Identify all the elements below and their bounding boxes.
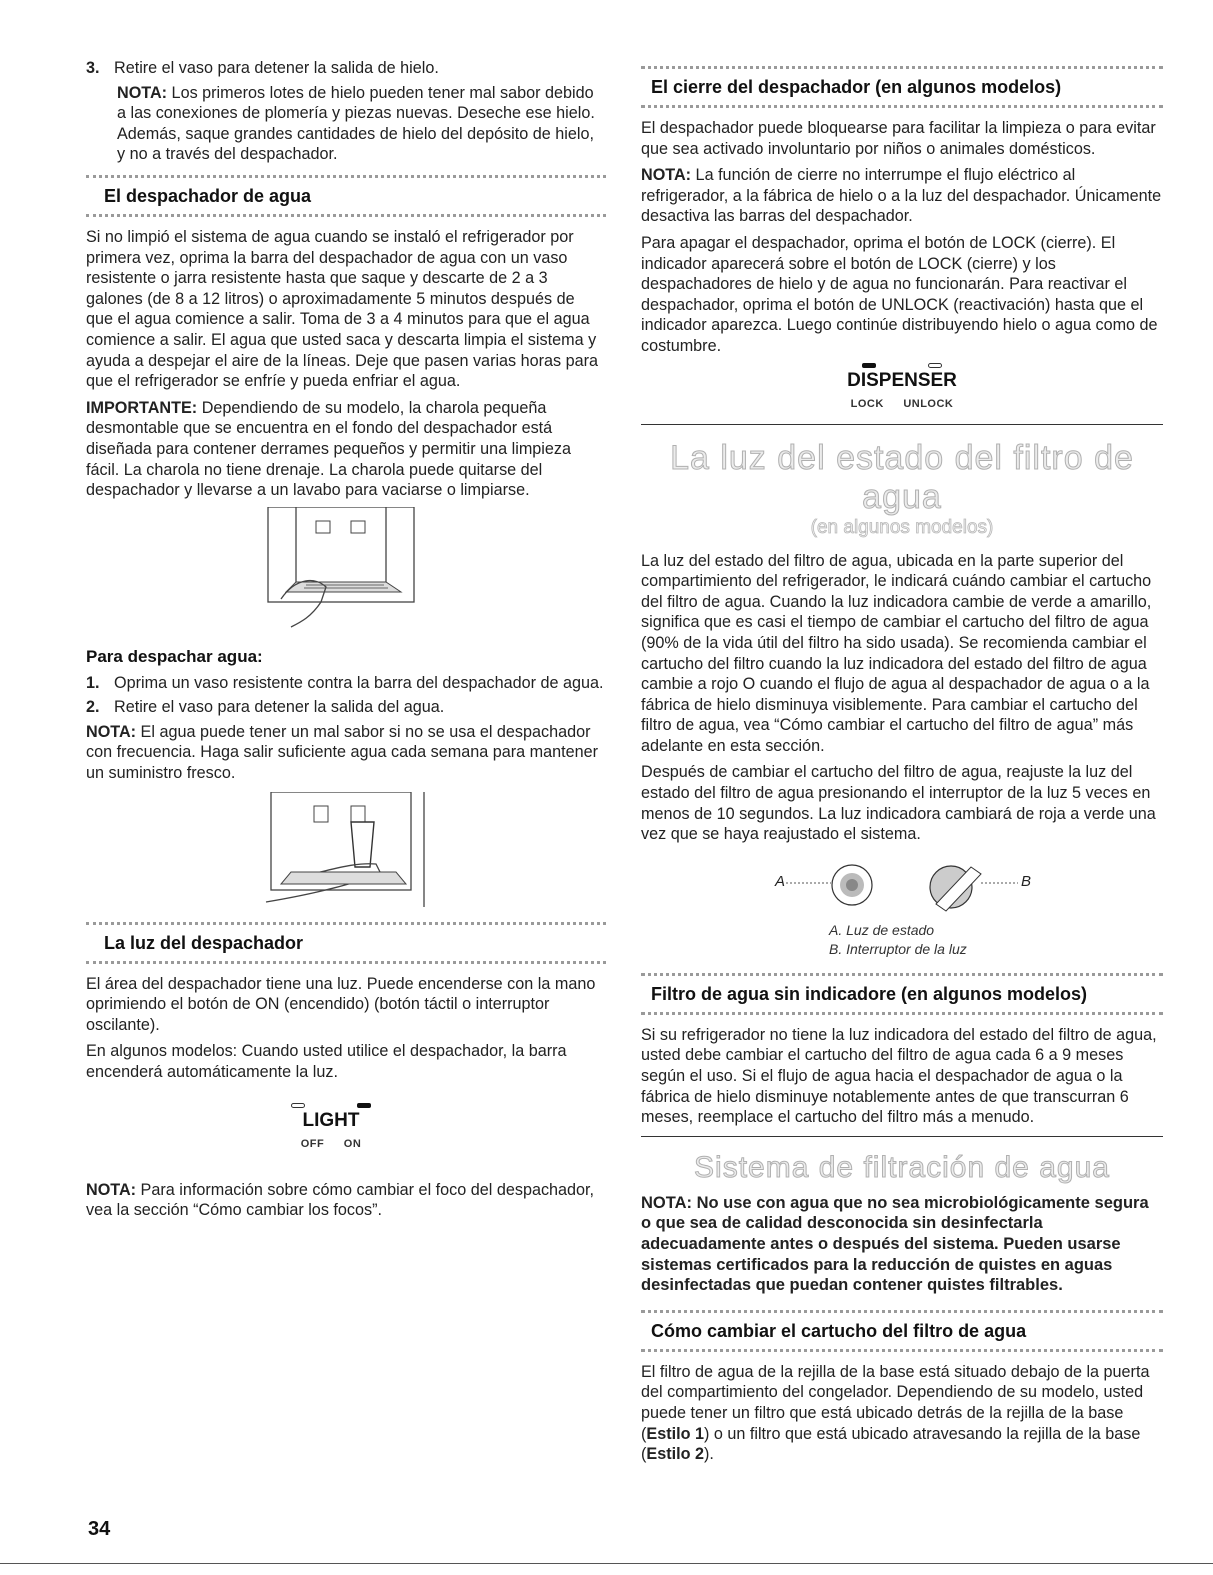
section-header-change-cartridge <box>641 1310 1163 1352</box>
dispense-step-1 <box>86 673 606 694</box>
filter-status-paragraph-1: La luz del estado del filtro de agua, ubicada en la parte superior del compartimiento del refrigerador, le indicará cuándo cambiar el cartucho del filtro de agua. Cuando la luz indicadora cambie de verde a amarillo, significa que es casi el tiempo de cambiar el cartucho del filtro de agua (90% de la vida útil del filtro ha sido usada). Se recomienda cambiar el cartucho del filtro cuando la luz indicadora del estado del filtro de agua cambie a rojo O cuando el flujo de agua al despachador de agua o a la fábrica de hielo disminuya visiblemente. Para cambiar el cartucho del filtro de agua, vea “Cómo cambiar el cartucho del filtro de agua” más adelante en esta sección. <box>641 551 1152 755</box>
section-title: Cómo cambiar el cartucho del filtro de agua <box>651 1320 1027 1341</box>
note-text: La función de cierre no interrumpe el flujo eléctrico al refrigerador, a la fábrica de hielo o a la luz del despachador. Únicamente desactiva las barras del despachador. <box>641 166 1162 226</box>
dotted-rule <box>641 66 1163 69</box>
light-control-panel <box>56 1103 606 1150</box>
filter-status-title: La luz del estado del filtro de agua <box>670 438 1134 516</box>
left-column <box>86 58 606 1227</box>
note-label: NOTA: <box>86 1180 137 1199</box>
paragraph-text-b: ) o un filtro que está ubicado atravesando la rejilla de la base ( <box>641 1424 1141 1464</box>
fig-label-b: B <box>1021 872 1032 890</box>
off-button[interactable]: OFF <box>300 1137 325 1150</box>
caption-a: A. Luz de estado <box>829 921 935 938</box>
important-text: Dependiendo de su modelo, la charola pequeña desmontable que se encuentra en el fondo del despachador está diseñada para contener derrames pequeños y permitir una limpieza fácil. La charola no tiene drenaje. La charola puede quitarse del despachador y llevarse a un lavabo para vaciarse o limpiarse. <box>86 398 572 500</box>
step-text: Retire el vaso para detener la salida de hielo. <box>114 59 439 77</box>
lock-indicator-icon <box>862 363 876 368</box>
note-label: NOTA: <box>117 83 168 102</box>
right-column <box>641 66 1163 1471</box>
dotted-rule <box>86 922 606 925</box>
fig-label-a: A <box>775 872 786 890</box>
change-cartridge-paragraph <box>641 1362 1163 1465</box>
water-paragraph: Si no limpió el sistema de agua cuando se instaló el refrigerador por primera vez, oprima la barra del despachador de agua con un vaso resistente o jarra resistente hasta que saque y descarte de 2 a 3 galones (de 8 a 12 litros) o aproximadamente 5 minutos después de que el agua comience a salir. Toma de 3 a 4 minutos para que el agua comience a salir. El agua que usted saca y descarta limpia el sistema y ayuda a despejar el aire de la líneas. Deje que pasen varias horas para que el refrigerador se enfríe y pueda enfriar el agua. <box>86 227 599 391</box>
important-paragraph <box>86 398 606 501</box>
note-label: NOTA: <box>86 722 137 741</box>
filtration-note: NOTA: No use con agua que no sea microbiológicamente segura o que sea de calidad desconocida sin desinfectarla adecuadamente antes o después del sistema. Pueden usarse sistemas certificados para la reducción de quistes en aguas desinfectadas que puedan contener quistes filtrables. <box>641 1193 1149 1295</box>
off-indicator-icon <box>291 1103 305 1108</box>
note-text: El agua puede tener un mal sabor si no se usa el despachador con frecuencia. Haga salir suficiente agua cada semana para mantener un suministro fresco. <box>86 722 599 783</box>
unlock-indicator-icon <box>928 363 942 368</box>
dispenser-panel-label: DISPENSER <box>847 369 957 391</box>
section-header-no-indicator <box>641 973 1163 1015</box>
paragraph-text-c: ). <box>703 1445 714 1464</box>
note-text: Para información sobre cómo cambiar el foco del despachador, vea la sección “Cómo cambiar los focos”. <box>86 1180 595 1220</box>
section-title: La luz del despachador <box>104 932 304 953</box>
style-1-label: Estilo 1 <box>646 1424 704 1443</box>
dispense-water-heading: Para despachar agua: <box>86 646 263 666</box>
caption-b: B. Interruptor de la luz <box>829 940 967 957</box>
light-paragraph-1: El área del despachador tiene una luz. Puede encenderse con la mano oprimiendo el botón de ON (encendido) (botón táctil o interruptor oscilante). <box>86 974 596 1034</box>
on-button[interactable]: ON <box>343 1137 362 1150</box>
step-text: Oprima un vaso resistente contra la barra del despachador de agua. <box>114 673 604 692</box>
section-divider <box>641 1136 1163 1137</box>
unlock-button[interactable]: UNLOCK <box>903 397 954 410</box>
page-number: 34 <box>88 1518 111 1540</box>
dotted-rule <box>86 214 606 217</box>
dotted-rule <box>641 105 1163 108</box>
important-label: IMPORTANTE: <box>86 398 198 417</box>
on-indicator-icon <box>357 1103 371 1108</box>
step-text: Retire el vaso para detener la salida del agua. <box>114 698 445 717</box>
filter-status-paragraph-2: Después de cambiar el cartucho del filtro de agua, reajuste la luz del estado del filtro de agua presionando el interruptor de la luz 5 veces en menos de 10 segundos. La luz indicadora cambiará de roja a verde una vez que se haya reajustado el sistema. <box>641 763 1156 844</box>
dotted-rule <box>641 1310 1163 1313</box>
no-indicator-paragraph: Si su refrigerador no tiene la luz indicadora del estado del filtro de agua, usted debe cambiar el cartucho del filtro de agua cada 6 a 9 meses según el uso. Si el flujo de agua hacia el despachador de agua o la fábrica de hielo disminuye notablemente antes de que transcurran 6 meses, reemplace el cartucho del filtro más a menudo. <box>641 1025 1157 1127</box>
section-title: El despachador de agua <box>104 185 312 206</box>
step-number: 1. <box>86 673 100 692</box>
dotted-rule <box>641 1349 1163 1352</box>
lock-buttons <box>641 398 1163 410</box>
lock-paragraph-1: El despachador puede bloquearse para facilitar la limpieza o para evitar que sea activado involuntario por niños o animales domésticos. <box>641 119 1156 158</box>
section-title: El cierre del despachador (en algunos modelos) <box>651 77 1062 97</box>
section-header-light <box>86 922 606 964</box>
light-panel-label: LIGHT <box>302 1109 360 1131</box>
step-number: 2. <box>86 698 100 717</box>
glass-dispensing-illustration <box>256 792 606 912</box>
light-paragraph-2: En algunos modelos: Cuando usted utilice el despachador, la barra encenderá automáticamente la luz. <box>86 1042 567 1082</box>
light-note <box>86 1180 606 1221</box>
filter-status-figure <box>641 855 1163 921</box>
style-2-label: Estilo 2 <box>646 1445 704 1464</box>
light-buttons <box>56 1138 606 1150</box>
dispense-step-2 <box>86 697 606 718</box>
dotted-rule <box>641 973 1163 976</box>
page-bottom-rule <box>0 1563 1213 1564</box>
dispenser-lock-panel <box>641 363 1163 410</box>
section-header-water <box>86 175 606 217</box>
dotted-rule <box>86 961 606 964</box>
dotted-rule <box>86 175 606 178</box>
section-header-lock <box>641 66 1163 108</box>
section-divider <box>641 424 1163 425</box>
note-label: NOTA: <box>641 166 692 185</box>
step-number: 3. <box>86 59 100 77</box>
ice-note <box>117 83 606 165</box>
lock-paragraph-2: Para apagar el despachador, oprima el botón de LOCK (cierre). El indicador aparecerá sobre el botón de LOCK (cierre) y los despachadores de hielo y de agua no funcionarán. Para reactivar el despachador, oprima el botón de UNLOCK (reactivación) hasta que el indicador aparezca. Luego continúe distribuyendo hielo o agua como de costumbre. <box>641 233 1158 355</box>
paragraph-text-a: El filtro de agua de la rejilla de la base está situado debajo de la puerta del compartimiento del congelador. Dependiendo de su modelo, usted puede tener un filtro que está ubicado detrás de la rejilla de la base ( <box>641 1362 1150 1443</box>
water-note <box>86 722 606 784</box>
lock-indicators <box>641 363 1163 368</box>
lock-button[interactable]: LOCK <box>850 397 884 410</box>
dispenser-tray-illustration <box>266 507 606 637</box>
section-title: Filtro de agua sin indicadore (en algunos modelos) <box>651 983 1088 1004</box>
dotted-rule <box>641 1012 1163 1015</box>
note-text: Los primeros lotes de hielo pueden tener mal sabor debido a las conexiones de plomería y piezas nuevas. Deseche ese hielo. Además, saque grandes cantidades de hielo del depósito de hielo, y no a través del despachador. <box>117 83 595 164</box>
lock-note <box>641 165 1163 227</box>
light-indicators <box>56 1103 606 1108</box>
filtration-title: Sistema de filtración de agua <box>694 1150 1110 1184</box>
filter-status-subtitle: (en algunos modelos) <box>810 516 994 538</box>
step-3 <box>86 58 606 79</box>
